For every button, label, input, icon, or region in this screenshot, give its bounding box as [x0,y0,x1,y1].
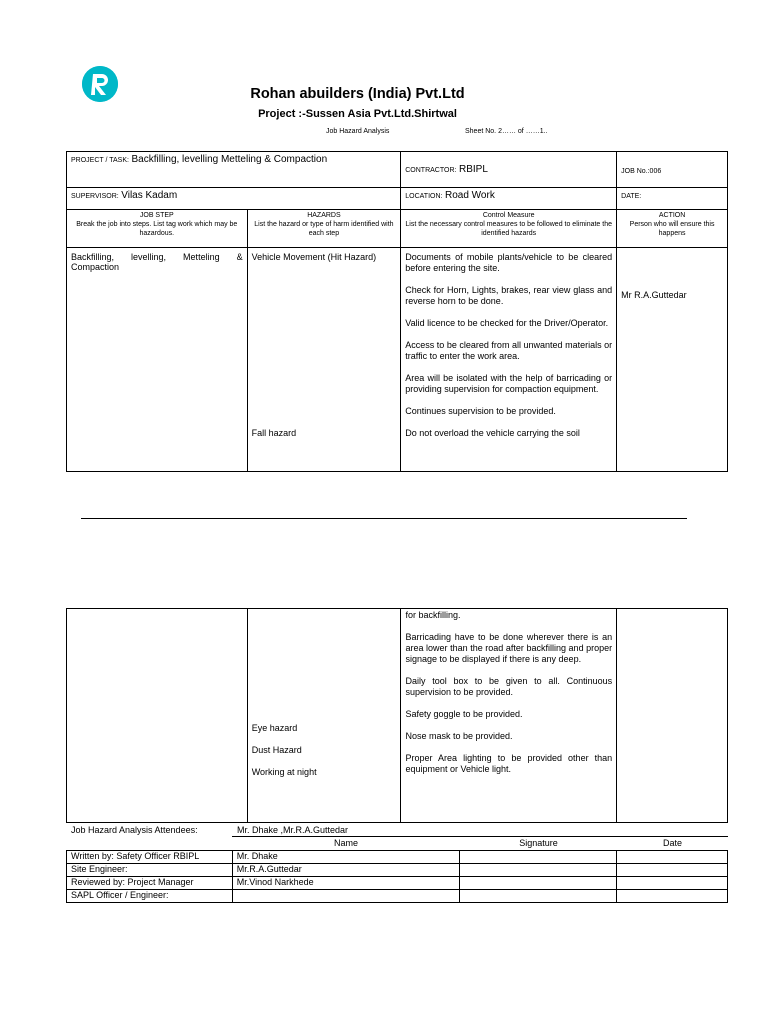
date-label: DATE: [621,193,642,200]
control-item: Do not overload the vehicle carrying the soil [405,428,580,438]
control-item: Barricading have to be done wherever there is an area lower than the road after backfilling and proper signage to be displayed if there is any deep. [405,632,613,664]
job-step-cell-cont [67,609,248,823]
project-task-label: PROJECT / TASK: [71,157,129,164]
location-label: LOCATION: [405,193,443,200]
hazard-vehicle-movement: Vehicle Movement (Hit Hazard) [251,252,377,262]
signoff-signature [460,877,617,890]
signoff-name [232,890,460,903]
control-item: Check for Horn, Lights, brakes, rear view glass and reverse horn to be done. [405,285,613,306]
hazard-eye: Eye hazard [251,723,298,733]
action-desc: Person who will ensure this happens [629,221,715,237]
signoff-name: Mr.R.A.Guttedar [232,864,460,877]
signoff-row [67,890,728,903]
location-value: Road Work [444,190,495,201]
sheet-number: Sheet No. 2…… of ……1.. [465,128,548,135]
signoff-date [617,864,728,877]
job-number-label: JOB No.: [621,167,650,175]
location-cell [401,188,617,210]
attendees-underline [232,836,728,837]
job-step-text: Backfilling, levelling, Metteling & Compaction [71,252,243,272]
signoff-date [617,851,728,864]
page-divider [81,518,687,519]
signoff-table [66,850,728,903]
attendees-value: Mr. Dhake ,Mr.R.A.Guttedar [237,825,349,835]
hazards-title: HAZARDS [307,212,341,219]
project-task-value: Backfilling, levelling Metteling & Compaction [131,154,328,165]
job-step-header [67,210,248,248]
signoff-role: Reviewed by: Project Manager [67,877,233,890]
jha-table-page2 [66,608,728,823]
jha-table-page1 [66,151,728,472]
signoff-name: Mr.Vinod Narkhede [232,877,460,890]
signoff-date [617,877,728,890]
attendees-label: Job Hazard Analysis Attendees: [71,825,198,835]
name-column-header: Name [333,838,358,848]
control-item: Documents of mobile plants/vehicle to be cleared before entering the site. [405,252,613,273]
control-item: Nose mask to be provided. [405,731,513,741]
contractor-label: CONTRACTOR: [405,167,457,174]
contractor-cell [401,152,617,188]
action-cell [617,248,728,472]
signoff-role: SAPL Officer / Engineer: [67,890,233,903]
signoff-role: Site Engineer: [67,864,233,877]
hazard-fall: Fall hazard [251,428,297,438]
hazard-night: Working at night [251,767,317,777]
signature-column-header: Signature [519,838,558,848]
contractor-value: RBIPL [458,164,488,175]
action-header [617,210,728,248]
action-cell-cont [617,609,728,823]
control-item: Area will be isolated with the help of barricading or providing supervision for compaction equipment. [405,373,613,394]
control-item: Proper Area lighting to be provided other than equipment or Vehicle light. [405,753,613,774]
signoff-row [67,877,728,890]
job-step-cell [67,248,248,472]
signoff-role: Written by: Safety Officer RBIPL [67,851,233,864]
hazards-header [247,210,401,248]
signoff-row [67,864,728,877]
action-title: ACTION [658,212,686,219]
control-desc: List the necessary control measures to be followed to eliminate the identified hazards [405,221,612,237]
control-item: Continues supervision to be provided. [405,406,556,416]
control-item: Valid licence to be checked for the Driver/Operator. [405,318,609,328]
signoff-signature [460,851,617,864]
supervisor-value: Vilas Kadam [121,190,178,201]
signoff-date [617,890,728,903]
job-step-title: JOB STEP [139,212,174,219]
signoff-row [67,851,728,864]
controls-cell [401,248,617,472]
hazards-cell [247,248,401,472]
control-item: for backfilling. [405,610,461,620]
company-name: Rohan abuilders (India) Pvt.Ltd [250,86,465,102]
control-title: Control Measure [482,212,535,219]
supervisor-label: SUPERVISOR: [71,193,119,200]
action-person: Mr R.A.Guttedar [621,290,687,300]
project-title: Project :-Sussen Asia Pvt.Ltd.Shirtwal [258,108,457,120]
hazards-desc: List the hazard or type of harm identified with each step [254,221,394,237]
control-header [401,210,617,248]
control-item: Access to be cleared from all unwanted materials or traffic to enter the work area. [405,340,613,361]
form-title: Job Hazard Analysis [326,128,390,135]
job-step-desc: Break the job into steps. List tag work which may be hazardous. [76,221,238,237]
hazards-cell-cont [247,609,401,823]
date-column-header: Date [662,838,682,848]
date-cell [617,188,728,210]
control-item: Safety goggle to be provided. [405,709,523,719]
signoff-name: Mr. Dhake [232,851,460,864]
project-task-cell [67,152,401,188]
hazard-dust: Dust Hazard [251,745,302,755]
controls-cell-cont [401,609,617,823]
supervisor-cell [67,188,401,210]
job-number-cell [617,152,728,188]
job-number-value: 006 [649,167,662,175]
control-item: Daily tool box to be given to all. Continuous supervision to be provided. [405,676,613,697]
signoff-signature [460,890,617,903]
signoff-signature [460,864,617,877]
